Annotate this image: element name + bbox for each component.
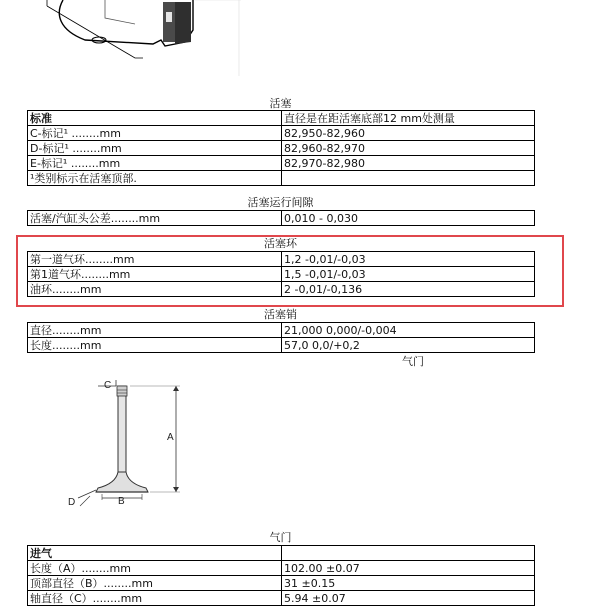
row-label: 第一道气环........mm — [28, 252, 282, 267]
highlight-box — [16, 235, 564, 307]
header-cell: 进气 — [28, 546, 282, 561]
row-label: 长度（A）........mm — [28, 561, 282, 576]
valve-figure-title: 气门 — [402, 355, 424, 368]
piston-table — [27, 110, 535, 186]
footnote-row — [28, 171, 535, 186]
row-value: 82,970-82,980 — [282, 156, 535, 171]
row-label: 直径........mm — [28, 323, 282, 338]
pin-table — [27, 322, 535, 353]
table-row — [28, 338, 535, 353]
row-value: 31 ±0.15 — [282, 576, 535, 591]
table-row — [28, 591, 535, 606]
table-row — [28, 211, 535, 226]
table-row — [28, 323, 535, 338]
row-value: 5.94 ±0.07 — [282, 591, 535, 606]
row-value: 1,2 -0,01/-0,03 — [282, 252, 535, 267]
table-header-row — [28, 111, 535, 126]
valves-section-title: 气门 — [269, 531, 292, 544]
dimension-label-a: A — [167, 432, 174, 443]
pin-section-title: 活塞销 — [264, 308, 297, 321]
table-row — [28, 141, 535, 156]
row-value: 82,950-82,960 — [282, 126, 535, 141]
row-value: 102.00 ±0.07 — [282, 561, 535, 576]
table-row — [28, 576, 535, 591]
footnote: ¹类别标示在活塞顶部. — [28, 171, 282, 186]
dimension-label-c: C — [104, 380, 112, 391]
row-label: 油环........mm — [28, 282, 282, 297]
row-label: 轴直径（C）........mm — [28, 591, 282, 606]
row-label: 顶部直径（B）........mm — [28, 576, 282, 591]
row-label: E-标记¹ ........mm — [28, 156, 282, 171]
row-value: 57,0 0,0/+0,2 — [282, 338, 535, 353]
table-row — [28, 156, 535, 171]
header-cell: 直径是在距活塞底部12 mm处测量 — [282, 111, 535, 126]
row-label: D-标记¹ ........mm — [28, 141, 282, 156]
valves-table — [27, 545, 535, 606]
piston-illustration — [25, 0, 250, 78]
row-value: 82,960-82,970 — [282, 141, 535, 156]
dimension-label-b: B — [118, 496, 125, 507]
table-row — [28, 561, 535, 576]
rings-section-title: 活塞环 — [264, 237, 297, 250]
dimension-label-d: D — [68, 497, 76, 508]
table-row — [28, 126, 535, 141]
row-label: 长度........mm — [28, 338, 282, 353]
row-value: 2 -0,01/-0,136 — [282, 282, 535, 297]
header-cell: 标准 — [28, 111, 282, 126]
row-value: 1,5 -0,01/-0,03 — [282, 267, 535, 282]
empty-cell — [282, 171, 535, 186]
row-label: 活塞/汽缸头公差........mm — [28, 211, 282, 226]
row-label: C-标记¹ ........mm — [28, 126, 282, 141]
piston-section-title: 活塞 — [269, 97, 292, 110]
row-value: 0,010 - 0,030 — [282, 211, 535, 226]
table-header-row — [28, 546, 535, 561]
empty-cell — [282, 546, 535, 561]
clearance-section-title: 活塞运行间隙 — [247, 196, 314, 209]
clearance-table — [27, 210, 535, 226]
row-value: 21,000 0,000/-0,004 — [282, 323, 535, 338]
valve-illustration — [60, 372, 200, 512]
row-label: 第1道气环........mm — [28, 267, 282, 282]
